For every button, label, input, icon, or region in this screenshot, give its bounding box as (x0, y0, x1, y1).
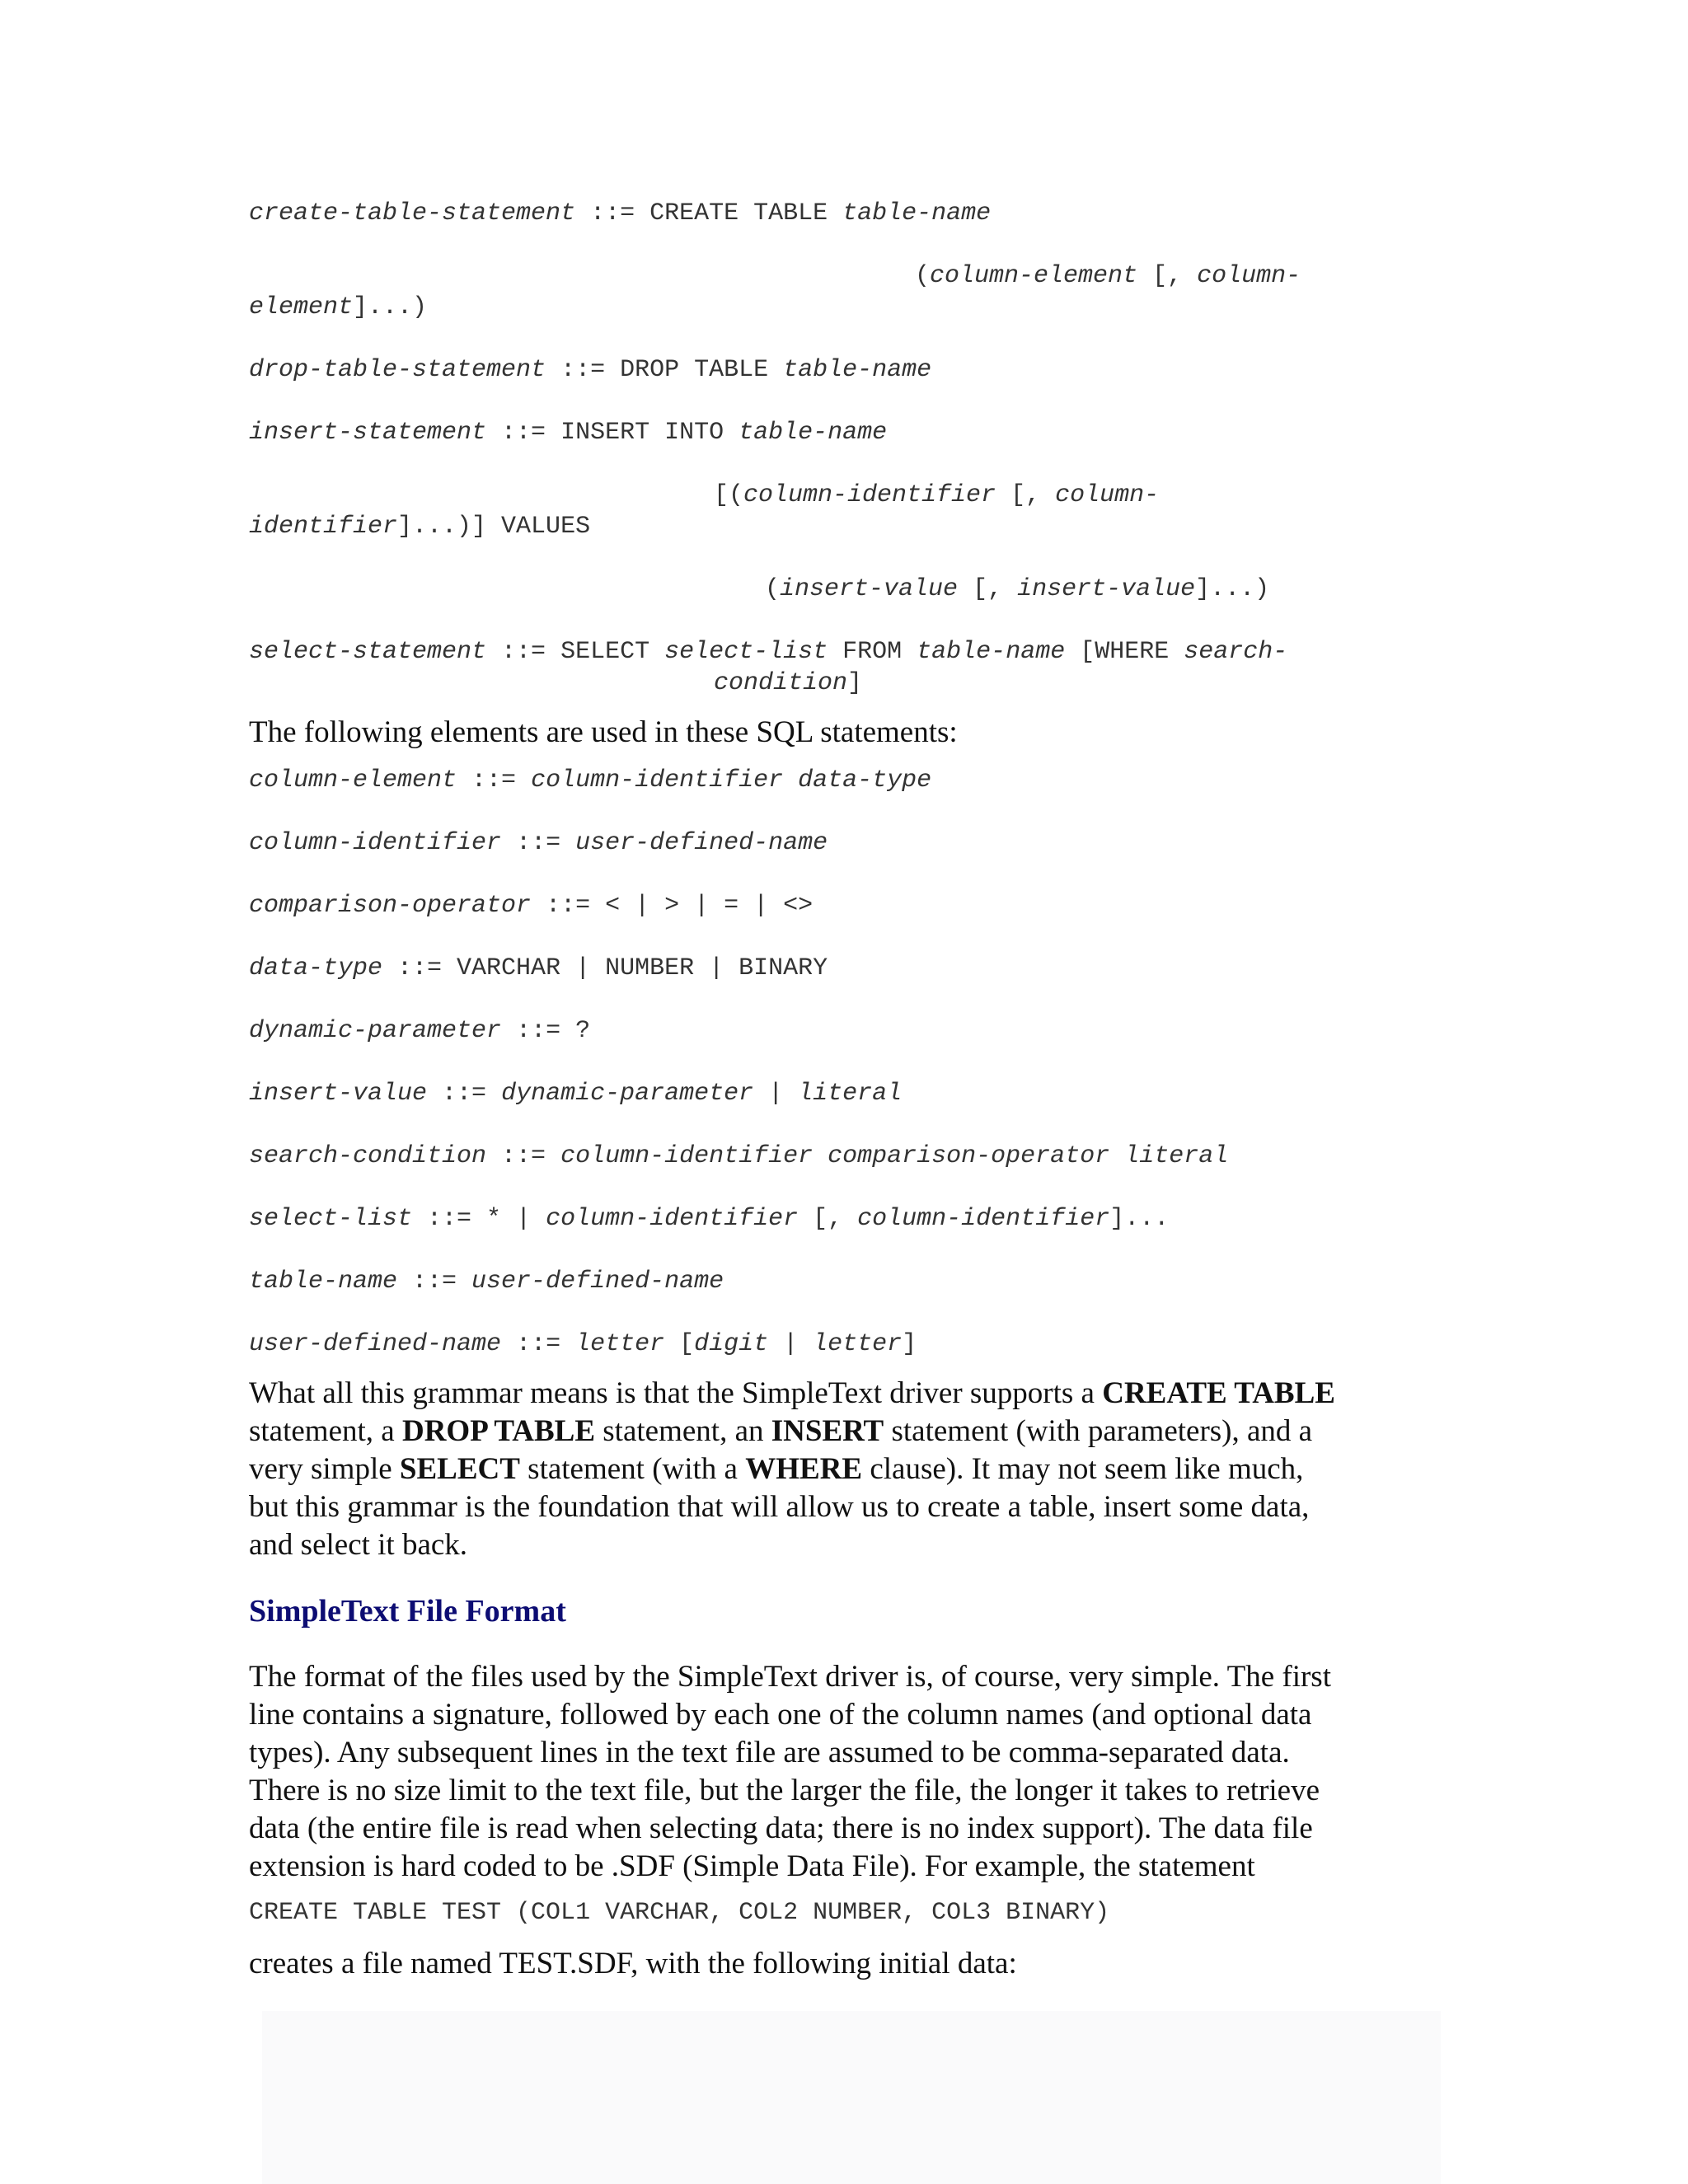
grammar-term: letter (813, 1330, 903, 1358)
paragraph-1-line-5: and select it back. (249, 1528, 468, 1562)
paragraph-1-line-4: but this grammar is the foundation that will allow us to create a table, insert some data, (249, 1490, 1310, 1524)
grammar-term: column-identifier (560, 1142, 814, 1170)
grammar-punct: [, (1137, 262, 1198, 290)
def-dynamic-parameter (249, 1015, 590, 1047)
grammar-term: search- (1184, 638, 1288, 666)
grammar-term: column- (1055, 481, 1160, 509)
paragraph-2-line-6: extension is hard coded to be .SDF (Simple Data File). For example, the statement (249, 1849, 1255, 1883)
grammar-lhs: drop-table-statement (249, 356, 546, 384)
def-table-name (249, 1266, 724, 1297)
example-code-statement: CREATE TABLE TEST (COL1 VARCHAR, COL2 NUMBER, COL3 BINARY) (249, 1899, 1110, 1927)
grammar-term: digit (694, 1330, 769, 1358)
grammar-term: literal (798, 1080, 903, 1108)
grammar-punct: | (753, 1080, 799, 1108)
grammar-operator: ::= (546, 356, 621, 384)
grammar-lhs: user-defined-name (249, 1330, 502, 1358)
grammar-lhs: comparison-operator (249, 892, 532, 920)
grammar-operator: ::= (501, 1330, 576, 1358)
grammar-punct: [, (996, 481, 1056, 509)
grammar-punct: | (768, 1330, 814, 1358)
text: statement (with parameters), and a (884, 1414, 1313, 1448)
grammar-term: column-element (930, 262, 1138, 290)
grammar-space (1109, 1142, 1124, 1170)
code-block-background (262, 2011, 1441, 2184)
grammar-term: letter (575, 1330, 665, 1358)
grammar-term: column-identifier (857, 1205, 1110, 1233)
grammar-term: user-defined-name (471, 1268, 724, 1296)
grammar-punct: [( (714, 481, 744, 509)
grammar-term: table-name (738, 419, 888, 447)
bold-keyword: CREATE TABLE (1102, 1376, 1335, 1410)
grammar-term: select-list (664, 638, 828, 666)
bold-keyword: SELECT (399, 1452, 520, 1486)
paragraph-1-line-2 (249, 1413, 1312, 1451)
grammar-operator: ::= (397, 1268, 472, 1296)
grammar-lhs: search-condition (249, 1142, 487, 1170)
grammar-lhs: column-element (249, 766, 457, 794)
def-user-defined-name (249, 1329, 917, 1360)
grammar-create-table-line2 (915, 260, 1301, 292)
text: statement (with a (519, 1452, 746, 1486)
paragraph-2-line-5: data (the entire file is read when selecting data; there is no index support). The data file (249, 1811, 1313, 1845)
paragraph-1-line-1 (249, 1375, 1335, 1413)
grammar-punct: ]... (1109, 1205, 1170, 1233)
grammar-operator: ::= (575, 199, 650, 227)
grammar-term: insert-value (780, 575, 959, 603)
grammar-term: identifier (249, 513, 398, 541)
grammar-keyword: FROM (828, 638, 917, 666)
text: statement, an (595, 1414, 771, 1448)
grammar-create-table-line1 (249, 198, 991, 229)
grammar-term: insert-value (1017, 575, 1196, 603)
paragraph-1-line-3 (249, 1451, 1303, 1488)
grammar-insert-line1 (249, 417, 887, 448)
grammar-term: literal (1124, 1142, 1229, 1170)
grammar-operator: ::= (486, 638, 561, 666)
paragraph-2-line-3: types). Any subsequent lines in the text file are assumed to be comma-separated data. (249, 1736, 1290, 1769)
def-insert-value (249, 1078, 902, 1109)
grammar-punct: ( (915, 262, 931, 290)
grammar-keyword: SELECT (560, 638, 665, 666)
grammar-term: data-type (798, 766, 932, 794)
grammar-operator: ::= * | (412, 1205, 546, 1233)
grammar-term: user-defined-name (575, 829, 828, 857)
section-heading: SimpleText File Format (249, 1594, 566, 1629)
grammar-insert-line3 (249, 511, 590, 542)
grammar-term: element (249, 293, 354, 321)
grammar-punct: ]...) (353, 293, 428, 321)
grammar-term: dynamic-parameter (501, 1080, 754, 1108)
bold-keyword: WHERE (745, 1452, 863, 1486)
grammar-operator: ::= (457, 766, 532, 794)
grammar-select-line1 (249, 636, 1287, 668)
grammar-punct: [, (798, 1205, 858, 1233)
grammar-keyword: CREATE TABLE (649, 199, 843, 227)
grammar-operator: ::= (427, 1080, 502, 1108)
def-select-list (249, 1203, 1169, 1235)
grammar-term: column-identifier (546, 1205, 799, 1233)
def-column-identifier (249, 827, 828, 859)
grammar-term: column-identifier (743, 481, 996, 509)
bold-keyword: DROP TABLE (401, 1414, 596, 1448)
grammar-term: table-name (783, 356, 932, 384)
grammar-lhs: create-table-statement (249, 199, 576, 227)
grammar-lhs: select-statement (249, 638, 487, 666)
def-comparison-operator (249, 890, 813, 921)
grammar-space (813, 1142, 828, 1170)
grammar-create-table-line3 (249, 292, 427, 323)
grammar-keyword: INSERT INTO (560, 419, 739, 447)
grammar-lhs: insert-statement (249, 419, 487, 447)
grammar-keyword: [WHERE (1065, 638, 1184, 666)
text: statement, a (249, 1414, 402, 1448)
grammar-lhs: insert-value (249, 1080, 428, 1108)
grammar-rhs: ::= < | > | = | <> (531, 892, 814, 920)
grammar-punct: ] (847, 669, 863, 697)
def-search-condition (249, 1141, 1228, 1172)
grammar-term: column-identifier (531, 766, 784, 794)
grammar-punct: [ (664, 1330, 695, 1358)
grammar-insert-line4 (765, 574, 1269, 605)
paragraph-2-line-4: There is no size limit to the text file, but the larger the file, the longer it takes to retrieve (249, 1774, 1320, 1807)
grammar-keyword: DROP TABLE (620, 356, 784, 384)
def-column-element (249, 765, 931, 796)
grammar-rhs: ::= VARCHAR | NUMBER | BINARY (382, 954, 828, 982)
def-data-type (249, 953, 828, 984)
paragraph-2-line-2: line contains a signature, followed by each one of the column names (and optional data (249, 1698, 1312, 1732)
grammar-punct: ]...) (1195, 575, 1270, 603)
grammar-drop-table (249, 354, 931, 386)
grammar-keyword: ]...)] VALUES (397, 513, 591, 541)
text: clause). It may not seem like much, (862, 1452, 1304, 1486)
grammar-operator: ::= (486, 1142, 561, 1170)
bold-keyword: INSERT (771, 1414, 884, 1448)
grammar-term: table-name (917, 638, 1066, 666)
grammar-term: table-name (842, 199, 992, 227)
grammar-rhs: ::= ? (501, 1017, 591, 1045)
paragraph-2-line-1: The format of the files used by the SimpleText driver is, of course, very simple. The first (249, 1660, 1331, 1694)
grammar-insert-line2 (714, 480, 1159, 511)
elements-intro-text: The following elements are used in these SQL statements: (249, 715, 958, 749)
grammar-term: comparison-operator (828, 1142, 1110, 1170)
grammar-punct: [, (958, 575, 1018, 603)
grammar-punct: ] (902, 1330, 917, 1358)
paragraph-3: creates a file named TEST.SDF, with the following initial data: (249, 1947, 1017, 1980)
grammar-operator: ::= (486, 419, 561, 447)
text: very simple (249, 1452, 400, 1486)
grammar-term: condition (714, 669, 848, 697)
grammar-term: column- (1197, 262, 1301, 290)
grammar-lhs: table-name (249, 1268, 398, 1296)
grammar-select-line2 (714, 668, 862, 699)
grammar-operator: ::= (501, 829, 576, 857)
grammar-lhs: dynamic-parameter (249, 1017, 502, 1045)
grammar-lhs: column-identifier (249, 829, 502, 857)
grammar-lhs: data-type (249, 954, 383, 982)
grammar-lhs: select-list (249, 1205, 413, 1233)
grammar-punct: ( (765, 575, 781, 603)
grammar-space (783, 766, 798, 794)
text: What all this grammar means is that the SimpleText driver supports a (249, 1376, 1103, 1410)
